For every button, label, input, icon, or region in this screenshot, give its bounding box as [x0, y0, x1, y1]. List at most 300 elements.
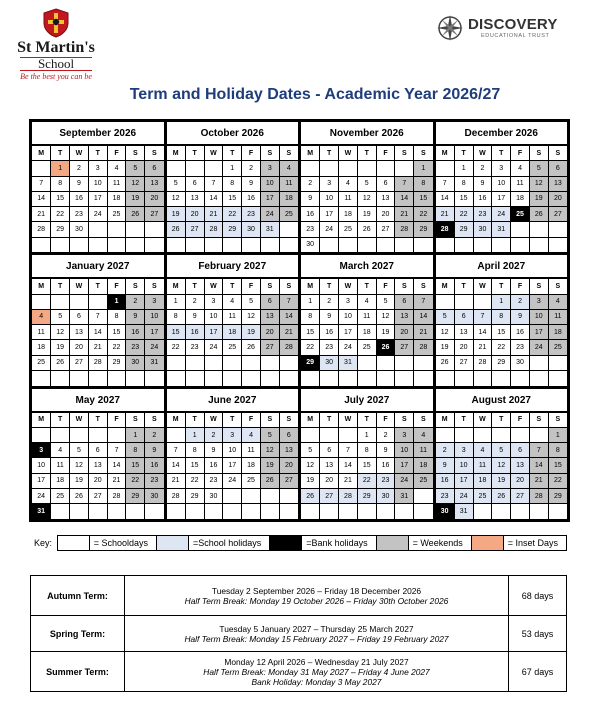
day-cell: 22: [107, 340, 126, 355]
day-cell: 1: [185, 427, 204, 442]
day-cell: 31: [454, 504, 473, 519]
empty-cell: [320, 370, 339, 385]
empty-cell: [395, 237, 414, 252]
day-cell: 27: [185, 222, 204, 237]
day-cell: 4: [279, 161, 298, 176]
day-cell: 11: [511, 176, 530, 191]
day-cell: 27: [145, 207, 164, 222]
day-header: T: [223, 412, 242, 427]
day-cell: 24: [320, 222, 339, 237]
empty-cell: [492, 427, 511, 442]
day-cell: 5: [492, 443, 511, 458]
school-name: St Martin's: [17, 39, 95, 56]
empty-cell: [260, 355, 279, 370]
day-cell: 10: [454, 458, 473, 473]
day-header: S: [126, 279, 145, 294]
day-cell: 28: [436, 222, 455, 237]
day-cell: 7: [436, 176, 455, 191]
week-row: [301, 355, 433, 370]
day-header: W: [473, 279, 492, 294]
empty-cell: [107, 222, 126, 237]
day-cell: 6: [511, 443, 530, 458]
day-header: S: [145, 412, 164, 427]
day-cell: 8: [492, 309, 511, 324]
empty-cell: [454, 427, 473, 442]
day-header: S: [548, 146, 567, 161]
term-name: Spring Term:: [31, 616, 125, 652]
empty-cell: [223, 488, 242, 503]
day-cell: 1: [492, 294, 511, 309]
day-cell: 18: [511, 191, 530, 206]
week-row: [301, 191, 433, 206]
empty-cell: [414, 370, 433, 385]
empty-cell: [301, 427, 320, 442]
day-cell: 24: [88, 207, 107, 222]
day-cell: 22: [414, 207, 433, 222]
day-header: M: [301, 146, 320, 161]
day-cell: 14: [167, 458, 186, 473]
day-cell: 21: [88, 340, 107, 355]
day-cell: 16: [320, 325, 339, 340]
month-table: [301, 145, 433, 252]
day-header: S: [414, 279, 433, 294]
empty-cell: [301, 370, 320, 385]
empty-cell: [107, 370, 126, 385]
day-cell: 7: [395, 176, 414, 191]
day-cell: 2: [511, 294, 530, 309]
day-cell: 22: [492, 340, 511, 355]
day-cell: 9: [301, 191, 320, 206]
week-row: [436, 355, 568, 370]
month-table: [32, 145, 164, 252]
day-cell: 29: [107, 355, 126, 370]
day-cell: 21: [473, 340, 492, 355]
empty-cell: [126, 237, 145, 252]
empty-cell: [32, 161, 51, 176]
day-cell: 29: [51, 222, 70, 237]
day-header: F: [242, 412, 261, 427]
empty-cell: [107, 237, 126, 252]
week-row: [301, 309, 433, 324]
day-cell: 29: [454, 222, 473, 237]
day-cell: 8: [357, 443, 376, 458]
day-cell: 24: [204, 340, 223, 355]
empty-cell: [414, 237, 433, 252]
month-title: April 2027: [436, 255, 568, 278]
month-block: [167, 389, 299, 519]
day-header: T: [185, 412, 204, 427]
empty-cell: [320, 427, 339, 442]
month-table: [167, 145, 299, 252]
week-row: [436, 443, 568, 458]
day-cell: 15: [51, 191, 70, 206]
day-cell: 31: [395, 488, 414, 503]
empty-cell: [260, 488, 279, 503]
day-cell: 11: [473, 458, 492, 473]
empty-cell: [32, 294, 51, 309]
day-cell: 23: [301, 222, 320, 237]
empty-cell: [145, 504, 164, 519]
empty-cell: [223, 355, 242, 370]
day-cell: 2: [473, 161, 492, 176]
day-cell: 29: [414, 222, 433, 237]
day-cell: 16: [185, 325, 204, 340]
day-cell: 4: [223, 294, 242, 309]
day-cell: 28: [167, 488, 186, 503]
day-cell: 21: [204, 207, 223, 222]
empty-cell: [242, 370, 261, 385]
day-cell: 23: [376, 473, 395, 488]
week-row: [436, 176, 568, 191]
term-dates: [125, 616, 509, 652]
week-row: [32, 191, 164, 206]
empty-cell: [357, 161, 376, 176]
day-cell: 30: [126, 355, 145, 370]
empty-cell: [204, 161, 223, 176]
day-cell: 19: [126, 191, 145, 206]
day-cell: 22: [454, 207, 473, 222]
day-cell: 27: [548, 207, 567, 222]
day-cell: 28: [279, 340, 298, 355]
day-header: T: [185, 146, 204, 161]
day-header-row: [167, 146, 299, 161]
empty-cell: [376, 161, 395, 176]
empty-cell: [279, 504, 298, 519]
day-cell: 18: [32, 340, 51, 355]
day-cell: 16: [126, 325, 145, 340]
week-row: [436, 427, 568, 442]
empty-cell: [70, 370, 89, 385]
day-cell: 29: [223, 222, 242, 237]
empty-cell: [548, 504, 567, 519]
month-title: February 2027: [167, 255, 299, 278]
day-cell: 31: [339, 355, 358, 370]
empty-cell: [242, 237, 261, 252]
day-cell: 12: [167, 191, 186, 206]
day-cell: 4: [51, 443, 70, 458]
empty-cell: [376, 370, 395, 385]
day-header: T: [88, 279, 107, 294]
empty-cell: [204, 355, 223, 370]
day-cell: 22: [126, 473, 145, 488]
day-cell: 12: [242, 309, 261, 324]
day-cell: 10: [32, 458, 51, 473]
day-cell: 24: [454, 488, 473, 503]
day-cell: 21: [107, 473, 126, 488]
empty-cell: [454, 370, 473, 385]
day-cell: 10: [395, 443, 414, 458]
day-cell: 13: [279, 443, 298, 458]
week-row: [167, 340, 299, 355]
day-cell: 9: [376, 443, 395, 458]
day-header: T: [320, 279, 339, 294]
day-cell: 19: [376, 325, 395, 340]
day-cell: 17: [32, 473, 51, 488]
empty-cell: [339, 504, 358, 519]
day-cell: 14: [339, 458, 358, 473]
day-cell: 1: [126, 427, 145, 442]
day-cell: 18: [414, 458, 433, 473]
day-cell: 24: [32, 488, 51, 503]
day-cell: 16: [301, 207, 320, 222]
day-header: S: [260, 279, 279, 294]
day-cell: 1: [548, 427, 567, 442]
day-cell: 13: [70, 325, 89, 340]
day-cell: 25: [279, 207, 298, 222]
empty-cell: [529, 355, 548, 370]
week-row: [301, 237, 433, 252]
week-row: [436, 191, 568, 206]
day-header: M: [167, 279, 186, 294]
empty-cell: [529, 222, 548, 237]
day-cell: 17: [145, 325, 164, 340]
day-header: F: [376, 146, 395, 161]
day-cell: 9: [436, 458, 455, 473]
terms-table: [30, 575, 567, 692]
day-header-row: [32, 146, 164, 161]
day-cell: 26: [126, 207, 145, 222]
empty-cell: [548, 237, 567, 252]
day-cell: 1: [107, 294, 126, 309]
day-header: S: [126, 412, 145, 427]
day-cell: 26: [242, 340, 261, 355]
day-cell: 21: [167, 473, 186, 488]
day-cell: 9: [320, 309, 339, 324]
day-cell: 11: [339, 191, 358, 206]
day-header: S: [126, 146, 145, 161]
day-cell: 5: [51, 309, 70, 324]
empty-cell: [454, 237, 473, 252]
school-tagline: Be the best you can be: [20, 72, 92, 81]
empty-cell: [242, 488, 261, 503]
month-table: [436, 278, 568, 385]
empty-cell: [492, 370, 511, 385]
month-title: August 2027: [436, 389, 568, 412]
day-header: F: [376, 279, 395, 294]
day-cell: 18: [339, 207, 358, 222]
day-header-row: [32, 412, 164, 427]
week-row: [32, 458, 164, 473]
week-row: [301, 488, 433, 503]
day-cell: 4: [414, 427, 433, 442]
day-cell: 20: [395, 325, 414, 340]
day-cell: 14: [32, 191, 51, 206]
day-cell: 16: [242, 191, 261, 206]
day-cell: 8: [414, 176, 433, 191]
week-row: [167, 222, 299, 237]
empty-cell: [167, 355, 186, 370]
week-row: [167, 294, 299, 309]
day-cell: 15: [107, 325, 126, 340]
day-header: S: [395, 279, 414, 294]
empty-cell: [301, 504, 320, 519]
day-cell: 7: [32, 176, 51, 191]
month-block: [301, 255, 433, 385]
empty-cell: [279, 222, 298, 237]
empty-cell: [88, 504, 107, 519]
day-cell: 2: [320, 294, 339, 309]
day-cell: 22: [548, 473, 567, 488]
day-cell: 5: [126, 161, 145, 176]
day-cell: 10: [88, 176, 107, 191]
day-cell: 17: [339, 325, 358, 340]
week-row: [436, 207, 568, 222]
day-cell: 26: [167, 222, 186, 237]
day-cell: 14: [107, 458, 126, 473]
day-cell: 25: [107, 207, 126, 222]
day-cell: 24: [260, 207, 279, 222]
term-name: Autumn Term:: [31, 576, 125, 616]
term-range: Monday 12 April 2026 – Wednesday 21 July 2027: [224, 656, 409, 667]
empty-cell: [70, 237, 89, 252]
day-cell: 26: [376, 340, 395, 355]
day-header: S: [414, 146, 433, 161]
month-block: [32, 389, 164, 519]
empty-cell: [473, 504, 492, 519]
day-cell: 26: [492, 488, 511, 503]
day-cell: 4: [548, 294, 567, 309]
day-cell: 1: [414, 161, 433, 176]
day-cell: 13: [511, 458, 530, 473]
week-row: [32, 222, 164, 237]
day-cell: 6: [260, 294, 279, 309]
day-cell: 23: [145, 473, 164, 488]
day-cell: 13: [145, 176, 164, 191]
day-cell: 12: [492, 458, 511, 473]
day-header: S: [529, 279, 548, 294]
week-row: [167, 473, 299, 488]
empty-cell: [88, 222, 107, 237]
day-cell: 13: [88, 458, 107, 473]
empty-cell: [88, 294, 107, 309]
day-cell: 18: [242, 458, 261, 473]
day-header: W: [204, 412, 223, 427]
day-cell: 8: [548, 443, 567, 458]
day-cell: 30: [376, 488, 395, 503]
day-cell: 19: [242, 325, 261, 340]
day-header: T: [492, 146, 511, 161]
empty-cell: [51, 504, 70, 519]
day-cell: 16: [473, 191, 492, 206]
day-cell: 8: [185, 443, 204, 458]
week-row: [32, 370, 164, 385]
week-row: [301, 176, 433, 191]
day-header: T: [185, 279, 204, 294]
month-title: March 2027: [301, 255, 433, 278]
term-dates: [125, 576, 509, 616]
legend-swatch-schooldays: [58, 536, 90, 550]
empty-cell: [126, 504, 145, 519]
empty-cell: [529, 370, 548, 385]
day-cell: 25: [473, 488, 492, 503]
day-cell: 12: [301, 458, 320, 473]
day-cell: 4: [511, 161, 530, 176]
empty-cell: [204, 237, 223, 252]
day-cell: 20: [376, 207, 395, 222]
empty-cell: [223, 370, 242, 385]
day-cell: 26: [51, 355, 70, 370]
empty-cell: [436, 161, 455, 176]
day-cell: 5: [301, 443, 320, 458]
day-cell: 8: [223, 176, 242, 191]
day-cell: 3: [320, 176, 339, 191]
day-cell: 11: [357, 309, 376, 324]
day-cell: 24: [529, 340, 548, 355]
day-header: T: [320, 146, 339, 161]
day-header: T: [357, 146, 376, 161]
day-cell: 7: [529, 443, 548, 458]
empty-cell: [51, 370, 70, 385]
empty-cell: [436, 237, 455, 252]
day-cell: 3: [32, 443, 51, 458]
day-cell: 27: [454, 355, 473, 370]
week-row: [167, 370, 299, 385]
day-cell: 10: [260, 176, 279, 191]
day-cell: 31: [145, 355, 164, 370]
legend: [31, 533, 567, 553]
day-cell: 28: [529, 488, 548, 503]
day-header: M: [436, 279, 455, 294]
day-header: M: [436, 146, 455, 161]
day-cell: 27: [279, 473, 298, 488]
day-header-row: [436, 279, 568, 294]
day-cell: 20: [260, 325, 279, 340]
day-cell: 29: [357, 488, 376, 503]
day-cell: 19: [70, 473, 89, 488]
week-row: [436, 473, 568, 488]
day-cell: 17: [223, 458, 242, 473]
day-cell: 7: [107, 443, 126, 458]
day-cell: 6: [88, 443, 107, 458]
month-block: [32, 122, 164, 252]
day-cell: 21: [32, 207, 51, 222]
week-row: [301, 443, 433, 458]
day-cell: 12: [126, 176, 145, 191]
day-cell: 8: [126, 443, 145, 458]
day-cell: 11: [242, 443, 261, 458]
empty-cell: [301, 161, 320, 176]
day-header: T: [357, 279, 376, 294]
empty-cell: [529, 237, 548, 252]
week-row: [167, 309, 299, 324]
month-table: [301, 278, 433, 385]
day-header: M: [32, 412, 51, 427]
week-row: [167, 325, 299, 340]
term-row-autumn: [31, 576, 567, 616]
day-header: S: [145, 146, 164, 161]
legend-boxes: [57, 535, 567, 551]
day-header-row: [436, 412, 568, 427]
day-cell: 17: [260, 191, 279, 206]
month-title: January 2027: [32, 255, 164, 278]
day-cell: 6: [395, 294, 414, 309]
day-cell: 30: [204, 488, 223, 503]
day-header: W: [70, 412, 89, 427]
empty-cell: [279, 370, 298, 385]
day-cell: 10: [204, 309, 223, 324]
day-cell: 25: [548, 340, 567, 355]
day-cell: 9: [204, 443, 223, 458]
month-table: [32, 278, 164, 385]
week-row: [436, 309, 568, 324]
day-cell: 10: [492, 176, 511, 191]
day-cell: 17: [529, 325, 548, 340]
month-title: June 2027: [167, 389, 299, 412]
day-cell: 20: [511, 473, 530, 488]
day-cell: 10: [339, 309, 358, 324]
day-header: F: [107, 146, 126, 161]
day-cell: 25: [223, 340, 242, 355]
